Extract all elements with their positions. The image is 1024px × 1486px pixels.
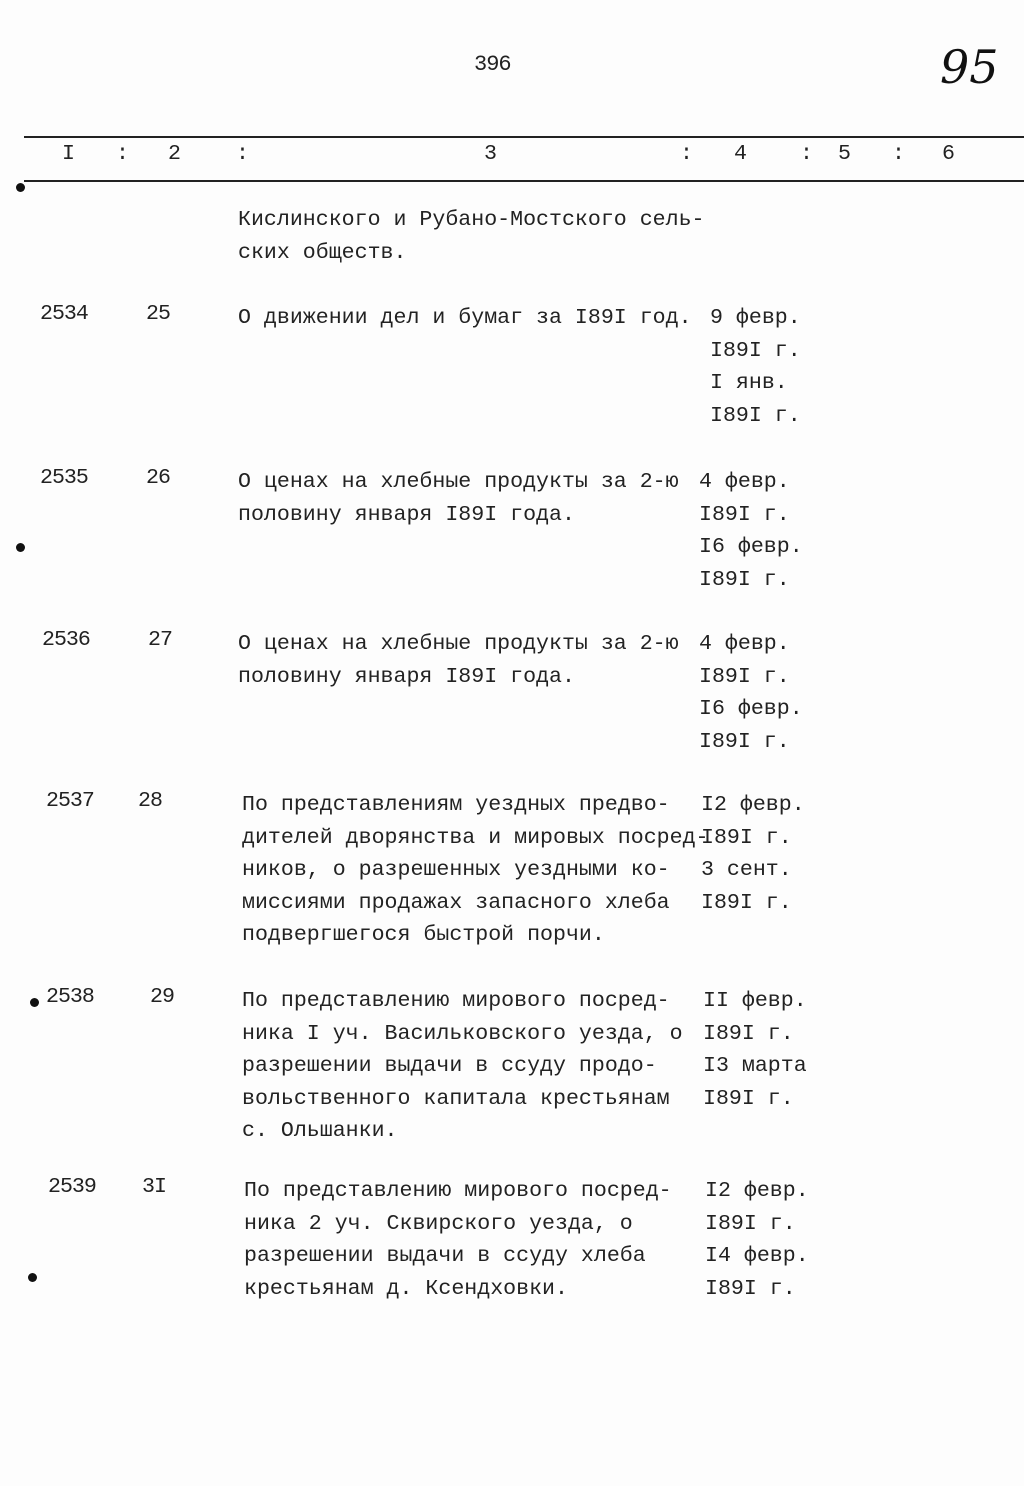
text-line: По представлению мирового посред- (244, 1179, 672, 1203)
punch-mark (16, 183, 25, 192)
text-line: О ценах на хлебные продукты за 2-ю (238, 632, 679, 656)
date-line: I89I г. (703, 1086, 794, 1111)
entry-dates (710, 302, 801, 432)
text-line: ника I уч. Васильковского уезда, о (242, 1021, 683, 1046)
date-line: I89I г. (705, 1276, 796, 1301)
date-line: 4 февр. (699, 632, 790, 656)
column-header-5: 5 (838, 142, 851, 166)
file-number: 28 (138, 789, 162, 813)
entry-dates (701, 789, 805, 919)
date-line: II февр. (703, 989, 807, 1013)
date-line: I89I г. (699, 502, 790, 527)
date-line: I89I г. (705, 1211, 796, 1236)
text-line: с. Ольшанки. (242, 1119, 398, 1143)
text-line: миссиями продажах запасного хлеба (242, 890, 670, 915)
entry-title (238, 628, 679, 693)
text-line: половину января I89I года. (238, 664, 575, 689)
date-line: I89I г. (701, 825, 792, 850)
column-separator: : (800, 142, 813, 166)
column-separator: : (236, 142, 249, 166)
date-line: I3 марта (703, 1054, 807, 1078)
item-number: 2537 (46, 789, 94, 813)
text-line: вольственного капитала крестьянам (242, 1086, 670, 1111)
text-line: крестьянам д. Ксендховки. (244, 1276, 568, 1301)
text-line: ников, о разрешенных уездными ко- (242, 858, 670, 882)
text-line: ника 2 уч. Сквирского уезда, о (244, 1211, 633, 1236)
text-line: подвергшегося быстрой порчи. (242, 923, 605, 947)
date-line: I89I г. (703, 1021, 794, 1046)
punch-mark (28, 1273, 37, 1282)
date-line: I6 февр. (699, 535, 803, 559)
entry-title (238, 302, 692, 335)
page-number: 396 (474, 52, 511, 77)
handwritten-folio-number: 95 (940, 40, 999, 94)
column-header-1: I (62, 142, 75, 166)
text-line: разрешении выдачи в ссуду продо- (242, 1054, 657, 1078)
text-line: разрешении выдачи в ссуду хлеба (244, 1244, 646, 1268)
date-line: I89I г. (699, 664, 790, 689)
column-separator: : (116, 142, 129, 166)
file-number: 3I (142, 1175, 166, 1199)
entry-dates (699, 628, 803, 758)
entry-title (244, 1175, 672, 1305)
text-line: половину января I89I года. (238, 502, 575, 527)
header-bottom-rule (24, 180, 1024, 182)
column-separator: : (892, 142, 905, 166)
text-line: О ценах на хлебные продукты за 2-ю (238, 470, 679, 494)
date-line: I89I г. (699, 567, 790, 592)
header-top-rule (24, 136, 1024, 138)
entry-title (242, 985, 683, 1148)
date-line: I89I г. (710, 338, 801, 363)
file-number: 27 (148, 628, 172, 652)
file-number: 25 (146, 302, 170, 326)
file-number: 26 (146, 466, 170, 490)
entry-title (242, 789, 709, 952)
punch-mark (16, 543, 25, 552)
date-line: I4 февр. (705, 1244, 809, 1268)
date-line: I2 февр. (705, 1179, 809, 1203)
text-line: По представлениям уездных предво- (242, 793, 670, 817)
item-number: 2536 (42, 628, 90, 652)
text-line: ских обществ. (238, 240, 407, 265)
item-number: 2538 (46, 985, 94, 1009)
text-line: Кислинского и Рубано-Мостского сель- (238, 208, 705, 232)
text-line: По представлению мирового посред- (242, 989, 670, 1013)
column-header-3: 3 (484, 142, 497, 166)
column-header-2: 2 (168, 142, 181, 166)
punch-mark (30, 998, 39, 1007)
date-line: I89I г. (701, 890, 792, 915)
item-number: 2534 (40, 302, 88, 326)
file-number: 29 (150, 985, 174, 1009)
text-line: дителей дворянства и мировых посред- (242, 825, 709, 850)
column-separator: : (680, 142, 693, 166)
date-line: I янв. (710, 371, 788, 395)
entry-dates (703, 985, 807, 1115)
column-header-4: 4 (734, 142, 747, 166)
date-line: I6 февр. (699, 697, 803, 721)
date-line: I2 февр. (701, 793, 805, 817)
item-number: 2535 (40, 466, 88, 490)
entry-dates (705, 1175, 809, 1305)
date-line: I89I г. (710, 403, 801, 428)
entry-dates (699, 466, 803, 596)
entry-title (238, 466, 679, 531)
date-line: 4 февр. (699, 470, 790, 494)
column-header-6: 6 (942, 142, 955, 166)
date-line: 3 сент. (701, 858, 792, 882)
date-line: I89I г. (699, 729, 790, 754)
text-line: О движении дел и бумаг за I89I год. (238, 306, 692, 330)
item-number: 2539 (48, 1175, 96, 1199)
date-line: 9 февр. (710, 306, 801, 330)
